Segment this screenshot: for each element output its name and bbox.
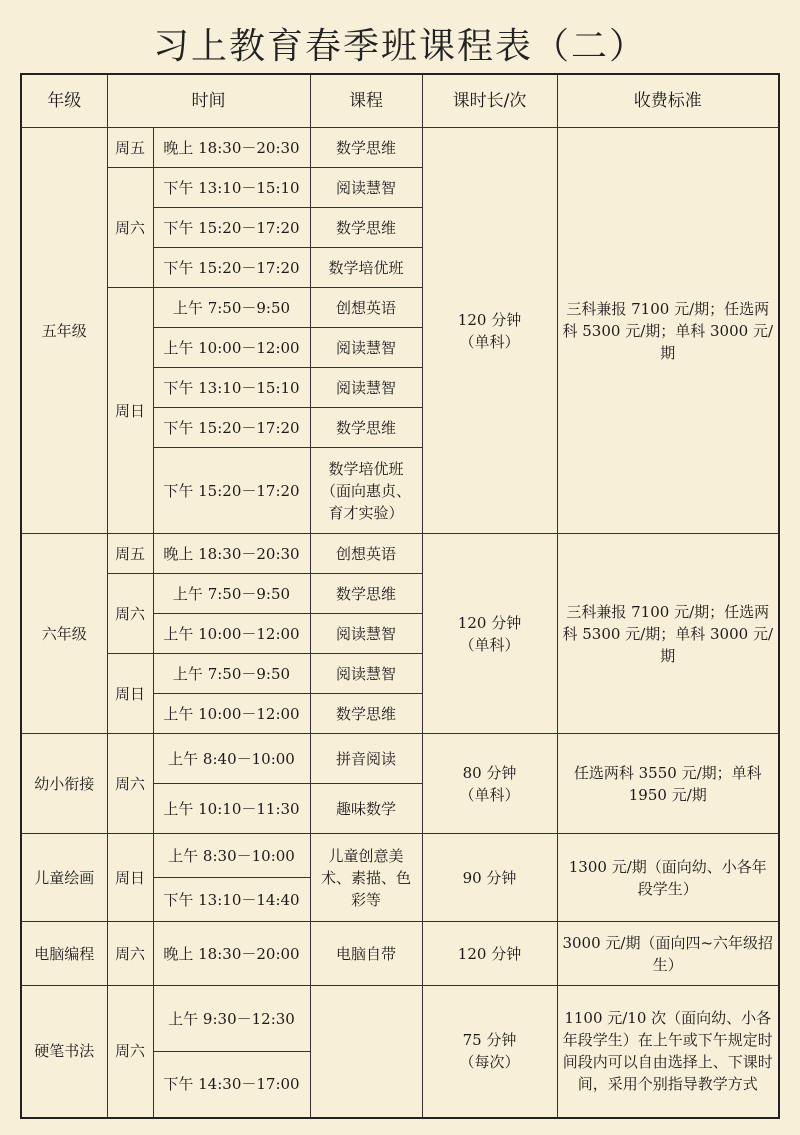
header-fee: 收费标准	[557, 74, 779, 128]
course-cell: 创想英语	[310, 534, 422, 574]
duration-cell	[422, 128, 557, 534]
course-cell: 数学思维	[310, 128, 422, 168]
grade-cell: 六年级	[21, 534, 107, 734]
course-cell: 儿童创意美术、素描、色彩等	[310, 834, 422, 922]
duration-value: 120 分钟	[457, 613, 522, 632]
time-cell: 上午 10:00－12:00	[153, 694, 310, 734]
course-cell: 数学思维	[310, 694, 422, 734]
table-row	[21, 534, 779, 574]
duration-note: （单科）	[459, 785, 520, 804]
grade-cell: 电脑编程	[21, 922, 107, 986]
fee-cell: 三科兼报 7100 元/期；任选两科 5300 元/期；单科 3000 元/期	[557, 128, 779, 534]
day-cell: 周六	[107, 734, 153, 834]
time-cell: 下午 13:10－14:40	[153, 878, 310, 922]
duration-value: 75 分钟	[462, 1031, 517, 1050]
time-cell: 下午 15:20－17:20	[153, 448, 310, 534]
course-cell: 阅读慧智	[310, 328, 422, 368]
course-cell: 阅读慧智	[310, 368, 422, 408]
day-cell: 周日	[107, 834, 153, 922]
fee-cell: 1300 元/期（面向幼、小各年段学生）	[557, 834, 779, 922]
table-row	[21, 986, 779, 1052]
duration-cell: 90 分钟	[422, 834, 557, 922]
time-cell: 晚上 18:30－20:30	[153, 534, 310, 574]
course-cell: 阅读慧智	[310, 168, 422, 208]
time-cell: 上午 7:50－9:50	[153, 288, 310, 328]
course-cell: 数学思维	[310, 574, 422, 614]
course-cell: 阅读慧智	[310, 654, 422, 694]
header-time: 时间	[107, 74, 310, 128]
grade-cell: 儿童绘画	[21, 834, 107, 922]
time-cell: 上午 8:40－10:00	[153, 734, 310, 784]
fee-cell: 1100 元/10 次（面向幼、小各年段学生）在上午或下午规定时间段内可以自由选择上、下课时间，采用个别指导教学方式	[557, 986, 779, 1118]
fee-cell: 任选两科 3550 元/期；单科 1950 元/期	[557, 734, 779, 834]
header-row	[21, 74, 779, 128]
course-cell: 电脑自带	[310, 922, 422, 986]
day-cell: 周六	[107, 168, 153, 288]
time-cell: 上午 7:50－9:50	[153, 574, 310, 614]
day-cell: 周日	[107, 288, 153, 534]
duration-note: （单科）	[459, 332, 520, 351]
time-cell: 下午 14:30－17:00	[153, 1052, 310, 1118]
table-row	[21, 734, 779, 784]
duration-cell	[422, 986, 557, 1118]
course-cell: 拼音阅读	[310, 734, 422, 784]
time-cell: 上午 9:30－12:30	[153, 986, 310, 1052]
schedule-table	[20, 73, 780, 1119]
grade-cell: 五年级	[21, 128, 107, 534]
table-row	[21, 128, 779, 168]
time-cell: 上午 8:30－10:00	[153, 834, 310, 878]
duration-note: （单科）	[459, 635, 520, 654]
header-course: 课程	[310, 74, 422, 128]
fee-cell: 三科兼报 7100 元/期；任选两科 5300 元/期；单科 3000 元/期	[557, 534, 779, 734]
grade-cell: 幼小衔接	[21, 734, 107, 834]
time-cell: 下午 15:20－17:20	[153, 248, 310, 288]
duration-cell: 120 分钟	[422, 922, 557, 986]
time-cell: 上午 10:00－12:00	[153, 614, 310, 654]
time-cell: 下午 15:20－17:20	[153, 408, 310, 448]
duration-cell	[422, 534, 557, 734]
day-cell: 周五	[107, 534, 153, 574]
time-cell: 上午 10:10－11:30	[153, 784, 310, 834]
table-row	[21, 834, 779, 878]
day-cell: 周日	[107, 654, 153, 734]
course-cell: 趣味数学	[310, 784, 422, 834]
header-duration: 课时长/次	[422, 74, 557, 128]
duration-cell	[422, 734, 557, 834]
page-title: 习上教育春季班课程表（二）	[152, 26, 647, 67]
fee-cell: 3000 元/期（面向四~六年级招生）	[557, 922, 779, 986]
header-grade: 年级	[21, 74, 107, 128]
course-cell: 数学培优班（面向惠贞、育才实验）	[310, 448, 422, 534]
time-cell: 晚上 18:30－20:00	[153, 922, 310, 986]
course-cell: 数学培优班	[310, 248, 422, 288]
time-cell: 上午 7:50－9:50	[153, 654, 310, 694]
table-row	[21, 922, 779, 986]
course-cell: 数学思维	[310, 208, 422, 248]
day-cell: 周六	[107, 986, 153, 1118]
time-cell: 晚上 18:30－20:30	[153, 128, 310, 168]
duration-value: 80 分钟	[462, 763, 517, 782]
course-cell: 数学思维	[310, 408, 422, 448]
time-cell: 上午 10:00－12:00	[153, 328, 310, 368]
time-cell: 下午 13:10－15:10	[153, 368, 310, 408]
time-cell: 下午 13:10－15:10	[153, 168, 310, 208]
day-cell: 周六	[107, 922, 153, 986]
duration-value: 120 分钟	[457, 310, 522, 329]
course-cell: 创想英语	[310, 288, 422, 328]
course-cell	[310, 986, 422, 1118]
duration-note: （每次）	[459, 1053, 520, 1072]
time-cell: 下午 15:20－17:20	[153, 208, 310, 248]
grade-cell: 硬笔书法	[21, 986, 107, 1118]
day-cell: 周六	[107, 574, 153, 654]
day-cell: 周五	[107, 128, 153, 168]
course-cell: 阅读慧智	[310, 614, 422, 654]
